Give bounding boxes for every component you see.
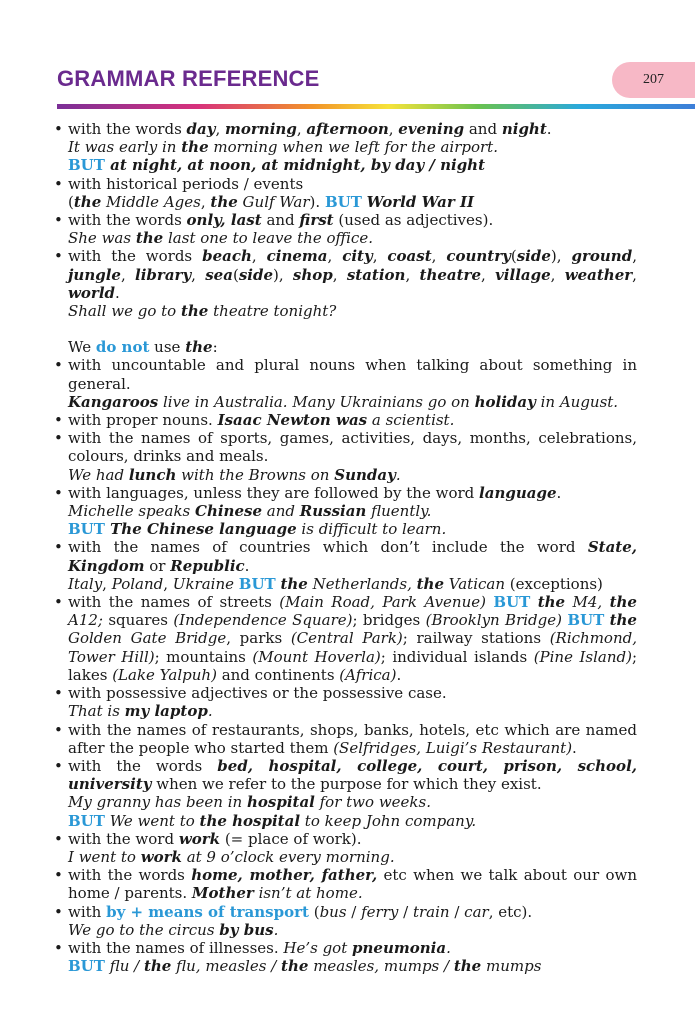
list-item-home-family [52, 866, 637, 902]
text-run: (Main Road, Park Avenue) [279, 593, 486, 612]
text-run: , [296, 120, 307, 138]
text-run: the [609, 593, 637, 612]
text-run: World War II [366, 192, 474, 211]
text-run: It was early in [68, 138, 182, 157]
text-run: , [102, 574, 112, 593]
text-run: ( [68, 192, 74, 211]
highlight-keyword: do not [95, 338, 150, 357]
text-run: city [342, 247, 373, 266]
text-run: at 9 o’clock every morning. [181, 847, 395, 866]
text-run: fluently. [366, 502, 432, 521]
text-run: pneumonia [352, 938, 447, 957]
text-run: Ukraine [172, 574, 234, 593]
text-run: and continents [216, 665, 340, 684]
exception-line [52, 520, 637, 538]
example-line [52, 193, 637, 211]
text-run: (Africa) [339, 665, 397, 684]
highlight-keyword: BUT [324, 192, 362, 211]
text-run: ), [550, 247, 572, 266]
text-run: ; individual islands [380, 647, 534, 666]
text-run: . [556, 483, 562, 502]
text-run: the [280, 574, 308, 593]
text-run: I went to [68, 847, 141, 866]
text-run: a scientist. [367, 411, 455, 430]
text-run: library [135, 265, 192, 284]
text-run: flu / [104, 957, 144, 976]
text-run: (Lake Yalpuh) [112, 665, 217, 684]
text-run: , [332, 265, 347, 284]
text-run: the [135, 229, 164, 248]
text-run: , [431, 247, 447, 266]
text-run: , [327, 247, 343, 266]
example-line [52, 921, 637, 939]
text-run: with the names of streets [68, 593, 280, 612]
text-run: , [481, 265, 496, 284]
text-run: , [632, 247, 637, 266]
text-run: train [412, 902, 450, 921]
text-run: with uncountable and plural nouns when talking about something in general. [68, 356, 637, 393]
highlight-keyword: BUT [68, 811, 105, 830]
text-run: That is [68, 702, 125, 721]
text-run: (exceptions) [505, 574, 603, 593]
text-run: isn’t at home. [253, 884, 363, 903]
text-run: with [68, 902, 107, 921]
text-run: , [251, 247, 267, 266]
text-run: cinema [266, 247, 328, 266]
text-run: . [572, 738, 577, 757]
page-title: GRAMMAR REFERENCE [57, 66, 320, 91]
text-run: the hospital [199, 811, 301, 830]
text-run: . [207, 702, 213, 721]
text-run: the [181, 138, 209, 157]
text-run: night [501, 120, 547, 138]
text-run: village [495, 265, 551, 284]
text-run: We go to the circus [68, 920, 220, 939]
text-run: to keep John company. [300, 811, 477, 830]
list-item-named-businesses [52, 721, 637, 757]
text-run: Isaac Newton was [217, 411, 368, 430]
text-run: the [537, 593, 566, 612]
highlight-keyword: BUT [238, 574, 276, 593]
text-run: / [398, 902, 413, 921]
text-run: with the words [68, 120, 187, 138]
example-line [52, 793, 637, 811]
text-run: at night, at noon, at midnight, by day / night [104, 156, 486, 175]
text-run: country [446, 247, 511, 266]
text-run: or [144, 556, 171, 575]
list-item-times-of-day [52, 120, 637, 138]
text-run: (Pine Island) [533, 647, 632, 666]
exception-line [52, 957, 637, 975]
text-run: Michelle speaks [68, 502, 196, 521]
text-run: morning when we left for the airport. [208, 138, 498, 157]
text-run: (used as adjectives). [333, 211, 494, 230]
list-item-transport [52, 903, 637, 921]
text-run: with the words [68, 866, 192, 885]
text-run: (Central Park) [290, 629, 403, 648]
text-run: ground [571, 247, 633, 266]
text-run: My granny has been in [68, 793, 247, 812]
text-run: State, Kingdom [68, 538, 637, 575]
text-run: . [273, 920, 279, 939]
text-run: with proper nouns. [68, 411, 218, 430]
section-no-the [52, 356, 637, 975]
highlight-keyword: by + means of transport [106, 902, 309, 921]
list-item-proper-nouns [52, 411, 637, 429]
text-run: shop [292, 265, 333, 284]
text-run: Golden Gate Bridge [68, 629, 227, 648]
text-run: mumps [481, 957, 542, 976]
text-run: the [180, 302, 209, 321]
text-run: , [163, 574, 173, 593]
text-run: by bus [219, 920, 274, 939]
text-run: (Independence Square) [173, 611, 353, 630]
text-run: We went to [104, 811, 200, 830]
text-run: is difficult to learn. [296, 520, 447, 539]
list-item-illnesses [52, 939, 637, 957]
text-run: language [479, 483, 557, 502]
section-gap [52, 320, 637, 338]
text-run: beach [202, 247, 252, 266]
text-run: (Mount Hoverla) [252, 647, 381, 666]
text-run: theatre [419, 265, 482, 284]
text-run: when we refer to the purpose for which they exist. [151, 775, 542, 794]
text-run: with the names of restaurants, shops, banks, hotels, etc which are named after the people who started them [68, 720, 637, 757]
text-run: Mother [191, 884, 254, 903]
text-run: Chinese [195, 502, 262, 521]
text-run: etc when we talk about our own home / parents. [68, 866, 637, 903]
example-line [52, 302, 637, 320]
text-run: morning [225, 120, 297, 138]
example-line [52, 466, 637, 484]
text-run: my laptop [124, 702, 208, 721]
list-item-streets-places [52, 593, 637, 684]
text-run: first [299, 211, 334, 230]
text-run: , [550, 265, 565, 284]
exception-line [52, 812, 637, 830]
text-run: with historical periods / events [68, 174, 304, 193]
text-run: . [115, 283, 120, 302]
list-item-institutions [52, 757, 637, 793]
text-run: the [609, 611, 637, 630]
text-run: flu, measles / [171, 957, 282, 976]
highlight-keyword: BUT [68, 957, 105, 976]
text-run: bus [319, 902, 347, 921]
page-number: 207 [643, 72, 664, 87]
text-run: hospital [246, 793, 315, 812]
text-run: , etc). [488, 902, 533, 921]
text-run: . [244, 556, 250, 575]
text-run: ; bridges [352, 611, 426, 630]
text-run: use [149, 338, 186, 357]
text-run: ; mountains [154, 647, 253, 666]
text-run: with the words [68, 247, 203, 266]
text-run: (= place of work). [220, 829, 362, 848]
list-item-historical-periods [52, 175, 637, 193]
text-run: , [200, 192, 211, 211]
text-run: , parks [226, 629, 291, 648]
text-run: with the words [68, 756, 218, 775]
text-run: and [261, 211, 300, 230]
text-run: Russian [299, 502, 367, 521]
highlight-keyword: BUT [68, 520, 105, 539]
rainbow-divider [57, 104, 695, 109]
text-run: side [516, 247, 551, 266]
text-run: the [143, 957, 172, 976]
text-run: Italy [68, 574, 103, 593]
text-run: We had [68, 465, 129, 484]
text-run: live in Australia. Many Ukrainians go on [158, 392, 475, 411]
text-run: home, mother, father, [191, 866, 378, 885]
text-run: (Brooklyn Bridge) [425, 611, 562, 630]
text-run: : [212, 338, 218, 357]
example-line [52, 575, 637, 593]
text-run: . [546, 120, 552, 138]
text-run: We [68, 338, 96, 357]
text-run: A12; [68, 611, 103, 630]
example-line [52, 848, 637, 866]
page-number-tab [612, 62, 695, 98]
text-run: the [281, 957, 309, 976]
example-line [52, 502, 637, 520]
highlight-keyword: BUT [493, 593, 531, 612]
text-run: lunch [128, 465, 177, 484]
text-run: Shall we go to [68, 302, 181, 321]
grammar-content [52, 120, 637, 975]
section-use-the [52, 120, 637, 320]
text-run: ). [309, 192, 325, 211]
list-item-places [52, 247, 637, 302]
text-run: Kangaroos [68, 392, 159, 411]
text-run: The Chinese language [104, 520, 297, 539]
example-line [52, 702, 637, 720]
text-run: for two weeks. [314, 793, 431, 812]
text-run: ( [232, 265, 239, 284]
text-run: squares [102, 611, 174, 630]
text-run: / [449, 902, 465, 921]
text-run: with the names of sports, games, activities, days, months, celebrations, colours, drinks and meals. [68, 429, 637, 466]
text-run: with the Browns on [176, 465, 335, 484]
text-run: , [120, 265, 136, 284]
text-run: Netherlands, [307, 574, 417, 593]
example-line [52, 138, 637, 156]
text-run: , [372, 247, 388, 266]
text-run: coast [387, 247, 432, 266]
text-run: ( [308, 902, 320, 921]
text-run: the [453, 957, 482, 976]
example-line [52, 393, 637, 411]
text-run: / [346, 902, 362, 921]
list-item-work [52, 830, 637, 848]
text-run: bed, hospital, college, court, prison, school, university [68, 756, 637, 794]
text-run: work [178, 829, 221, 848]
text-run: with the names of countries which don’t include the word [68, 538, 588, 557]
text-run: . [446, 938, 451, 957]
text-run: ( [510, 247, 517, 266]
text-run: and [262, 502, 300, 521]
text-run: . [396, 665, 402, 684]
text-run: ), [273, 265, 293, 284]
text-run: afternoon [306, 120, 389, 138]
list-item-countries [52, 538, 637, 574]
text-run: station [346, 265, 406, 284]
text-run: Republic [170, 556, 245, 575]
text-run: holiday [474, 392, 536, 411]
highlight-keyword: BUT [567, 611, 605, 630]
text-run: the [210, 192, 238, 211]
list-item-possessives [52, 684, 637, 702]
text-run: only, last [186, 211, 262, 230]
text-run: theatre tonight? [208, 302, 337, 321]
text-run: day [186, 120, 216, 138]
text-run: ; railway stations [402, 629, 550, 648]
text-run: . [395, 465, 401, 484]
text-run: the [416, 574, 444, 593]
text-run: , [215, 120, 226, 138]
text-run: measles, mumps / [308, 957, 454, 976]
text-run: side [238, 265, 273, 284]
exception-line [52, 156, 637, 174]
text-run: work [140, 847, 182, 866]
text-run: with the word [68, 829, 179, 848]
text-run: , [405, 265, 420, 284]
text-run: with languages, unless they are followed by the word [68, 483, 480, 502]
text-run: and [464, 120, 502, 138]
text-run: (Selfridges, Luigi’s Restaurant) [333, 738, 573, 757]
list-item-only-last-first [52, 211, 637, 229]
text-run: Vatican [444, 574, 505, 593]
text-run: in August. [535, 392, 619, 411]
text-run: the [185, 338, 213, 357]
text-run [530, 593, 537, 611]
example-line [52, 229, 637, 247]
text-run: weather [564, 265, 633, 284]
text-run: Middle Ages [101, 192, 201, 211]
text-run: Poland [111, 574, 164, 593]
text-run: (Richmond, Tower Hill) [68, 629, 637, 666]
text-run: Gulf War [237, 192, 310, 211]
text-run: with the names of illnesses. [68, 938, 284, 957]
text-run: world [68, 283, 116, 302]
highlight-keyword: BUT [68, 156, 105, 175]
text-run: last one to leave the office. [163, 229, 373, 248]
list-item-general-nouns [52, 356, 637, 392]
list-item-languages [52, 484, 637, 502]
text-run: She was [68, 229, 136, 248]
text-run: He’s got [283, 938, 353, 957]
text-run: ; lakes [68, 647, 638, 684]
list-item-sports-games [52, 429, 637, 465]
text-run: , [632, 265, 637, 284]
text-run: , [191, 265, 206, 284]
text-run: the [73, 192, 102, 211]
text-run: car [464, 902, 489, 921]
section-intro [52, 338, 637, 356]
text-run: with possessive adjectives or the possessive case. [68, 684, 447, 703]
text-run: ferry [361, 902, 399, 921]
text-run: evening [398, 120, 465, 138]
text-run: , [388, 120, 399, 138]
text-run: sea [205, 265, 233, 284]
text-run: jungle [68, 265, 121, 284]
text-run: with the words [68, 211, 187, 230]
text-run: M4, [565, 593, 610, 612]
text-run: Sunday [334, 465, 396, 484]
